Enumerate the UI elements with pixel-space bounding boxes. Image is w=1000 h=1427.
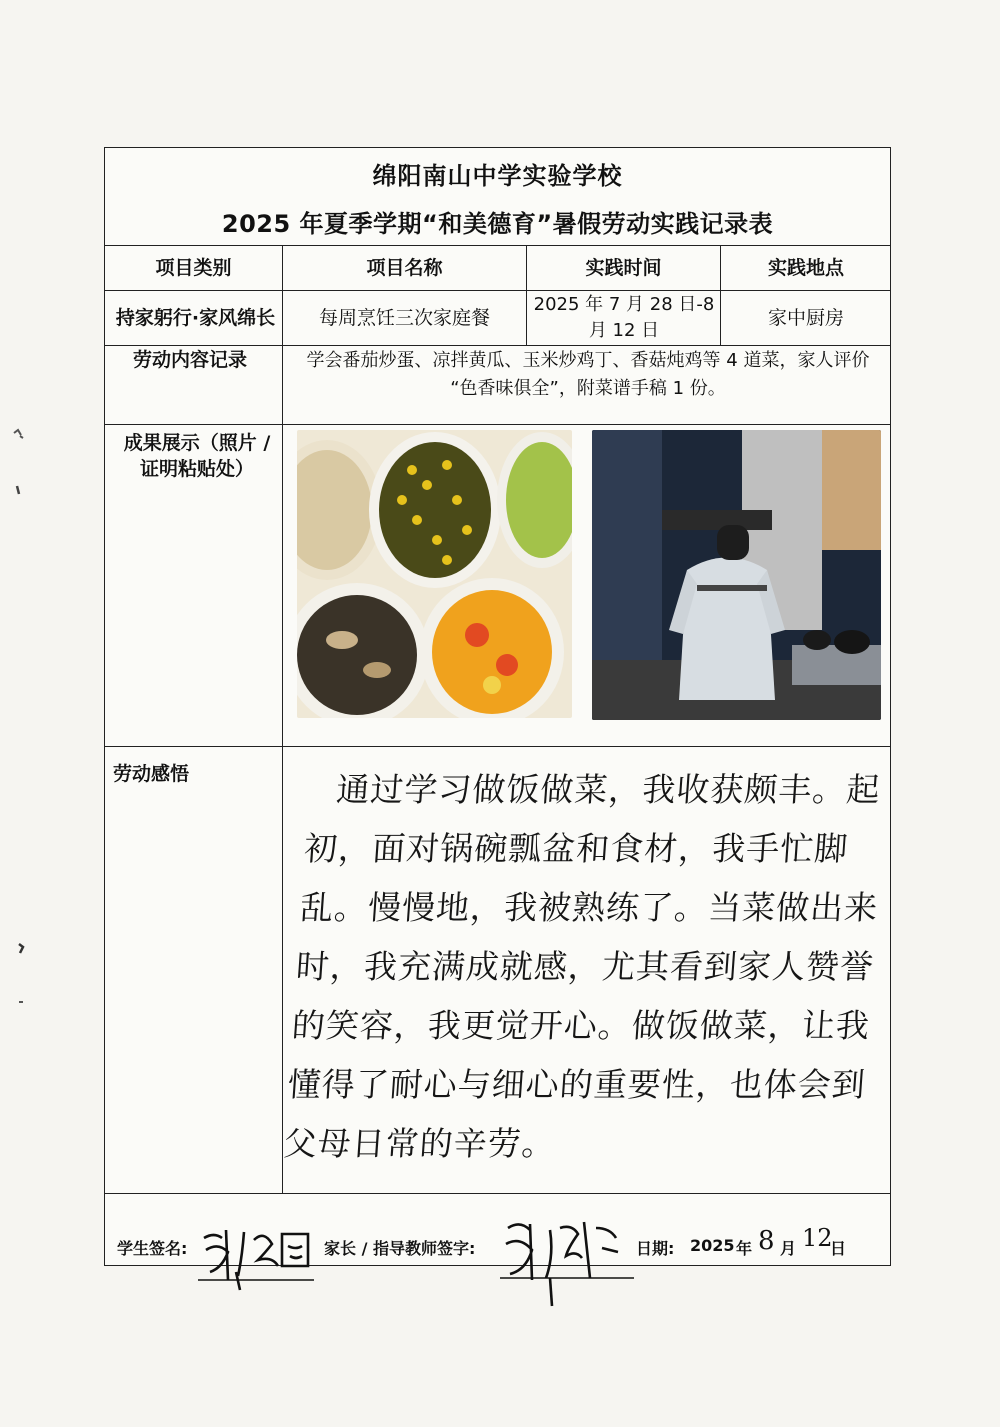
day-char: 日 (830, 1239, 847, 1258)
header-time: 实践时间 (585, 257, 662, 279)
student-signature (196, 1210, 316, 1290)
school-name: 绵阳南山中学实验学校 (372, 162, 623, 190)
date-day: 12 (802, 1224, 833, 1252)
student-sign-label: 学生签名: (117, 1239, 188, 1258)
results-label: 成果展示（照片 / 证明粘贴处） (123, 432, 271, 480)
column-divider (282, 246, 283, 1193)
header-category: 项目类别 (155, 257, 232, 279)
cooking-photo (592, 430, 881, 720)
form-title: 2025 年夏季学期“和美德育”暑假劳动实践记录表 (221, 210, 774, 238)
content-label: 劳动内容记录 (133, 349, 248, 371)
row-divider (105, 1193, 890, 1194)
reflection-label: 劳动感悟 (113, 763, 190, 785)
header-name: 项目名称 (366, 257, 443, 279)
parent-teacher-label: 家长 / 指导教师签字: (324, 1239, 476, 1258)
content-text: 学会番茄炒蛋、凉拌黄瓜、玉米炒鸡丁、香菇炖鸡等 4 道菜，家人评价 “色香味俱全”，附菜谱手稿 1 份。 (306, 350, 870, 399)
date-month: 8 (758, 1226, 775, 1256)
time-value: 2025 年 7 月 28 日-8 月 12 日 (533, 293, 715, 341)
month-char: 月 (780, 1239, 797, 1258)
reflection-handwriting: 通过学习做饭做菜，我收获颇丰。起初，面对锅碗瓢盆和食材，我手忙脚乱。慢慢地，我被熟练了。当菜做出来时，我充满成就感，尤其看到家人赞誉的笑容，我更觉开心。做饭做菜，让我懂得了耐心与细心的重要性，也体会到父母日常的辛劳。 (282, 770, 882, 1163)
year-char: 年 (736, 1239, 753, 1258)
dishes-photo (297, 430, 572, 718)
title-block (105, 148, 890, 246)
parent-signature (498, 1208, 634, 1308)
row-divider (105, 746, 890, 747)
header-location: 实践地点 (767, 257, 844, 279)
row-divider (105, 424, 890, 425)
scan-specks (0, 0, 60, 1427)
location-value: 家中厨房 (767, 306, 844, 329)
category-value: 持家躬行·家风绵长 (115, 306, 276, 329)
name-value: 每周烹饪三次家庭餐 (318, 306, 490, 329)
date-label: 日期: (636, 1239, 675, 1258)
date-year: 2025 (690, 1236, 735, 1255)
